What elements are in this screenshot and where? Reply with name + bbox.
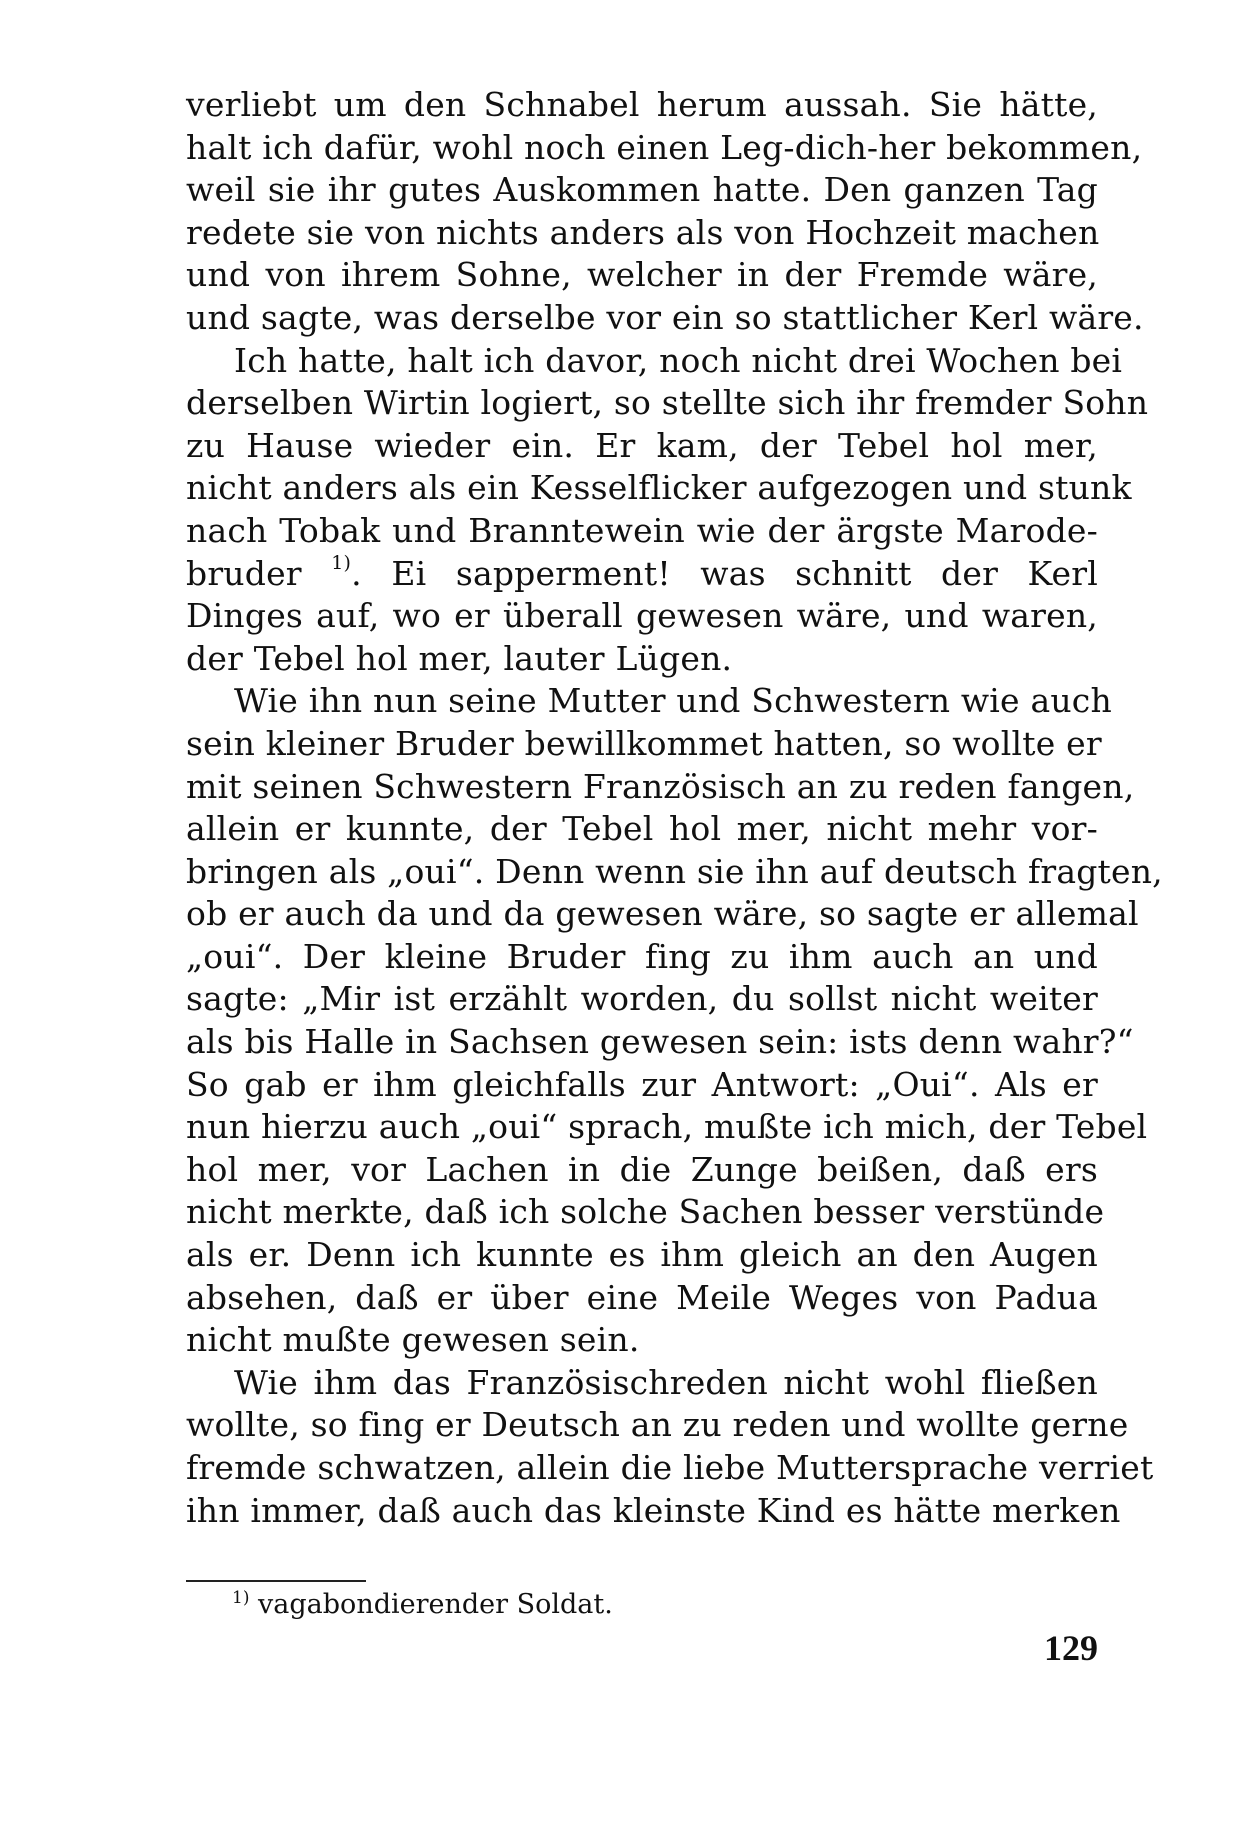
text-line: mit seinen Schwestern Französisch an zu reden fangen, [186,766,1135,806]
text-line: und von ihrem Sohne, welcher in der Fremde wäre, [186,255,1098,295]
text-line: sagte: „Mir ist erzählt worden, du sollst nicht weiter [186,979,1098,1019]
footnote [232,1588,613,1622]
page-body [186,84,1163,1532]
text-line: der Tebel hol mer, lauter Lügen. [186,638,733,678]
text-line: als er. Denn ich kunnte es ihm gleich an den Augen [186,1235,1098,1275]
text-line: allein er kunnte, der Tebel hol mer, nicht mehr vor- [186,809,1098,849]
footnote-text: vagabondierender Soldat. [258,1589,613,1620]
text-line: ihn immer, daß auch das kleinste Kind es hätte merken [186,1490,1121,1530]
text-line: „oui“. Der kleine Bruder fing zu ihm auch an und [186,936,1098,976]
text-line: fremde schwatzen, allein die liebe Muttersprache verriet [186,1448,1154,1487]
text-line: nicht merkte, daß ich solche Sachen besser verstünde [186,1192,1105,1232]
text-segment: bruder [186,553,302,593]
text-line: zu Hause wieder ein. Er kam, der Tebel hol mer, [186,425,1098,465]
text-line: bringen als „oui“. Denn wenn sie ihn auf deutsch fragten, [186,851,1163,891]
text-line: nach Tobak und Branntewein wie der ärgste Marode- [186,510,1098,550]
text-line: nicht mußte gewesen sein. [186,1320,640,1360]
text-line: Wie ihn nun seine Mutter und Schwestern wie auch [234,681,1112,721]
text-line: halt ich dafür, wohl noch einen Leg-dich-her bekommen, [186,127,1143,167]
footnote-marker: 1) [232,1588,250,1608]
text-segment: . Ei sapperment! was schnitt der Kerl [351,553,1098,593]
text-line: redete sie von nichts anders als von Hochzeit machen [186,212,1100,252]
text-line: derselben Wirtin logiert, so stellte sich ihr fremder Sohn [186,383,1149,423]
text-line: Wie ihm das Französischreden nicht wohl fließen [234,1362,1098,1402]
text-line: Ich hatte, halt ich davor, noch nicht drei Wochen bei [234,340,1123,380]
text-line: verliebt um den Schnabel herum aussah. Sie hätte, [186,85,1098,124]
text-line: hol mer, vor Lachen in die Zunge beißen, daß ers [186,1149,1098,1189]
text-line: wollte, so fing er Deutsch an zu reden und wollte gerne [186,1405,1129,1445]
text-line: So gab er ihm gleichfalls zur Antwort: „Oui“. Als er [186,1064,1098,1104]
text-line: nicht anders als ein Kesselflicker aufgezogen und stunk [186,468,1132,508]
text-line: ob er auch da und da gewesen wäre, so sagte er allemal [186,894,1139,934]
text-line: nun hierzu auch „oui“ sprach, mußte ich mich, der Tebel [186,1107,1148,1147]
text-line: und sagte, was derselbe vor ein so stattlicher Kerl wäre. [186,297,1144,337]
footnote-divider [186,1580,366,1582]
page-number: 129 [1044,1628,1098,1668]
text-line: weil sie ihr gutes Auskommen hatte. Den ganzen Tag [186,170,1098,210]
text-line-with-footnote-ref [186,553,1098,596]
text-line: absehen, daß er über eine Meile Weges von Padua [186,1277,1098,1317]
text-line: als bis Halle in Sachsen gewesen sein: ists denn wahr?“ [186,1022,1134,1062]
text-line: sein kleiner Bruder bewillkommet hatten, so wollte er [186,723,1102,763]
footnote-reference: 1) [331,551,352,574]
text-line: Dinges auf, wo er überall gewesen wäre, und waren, [186,596,1098,636]
